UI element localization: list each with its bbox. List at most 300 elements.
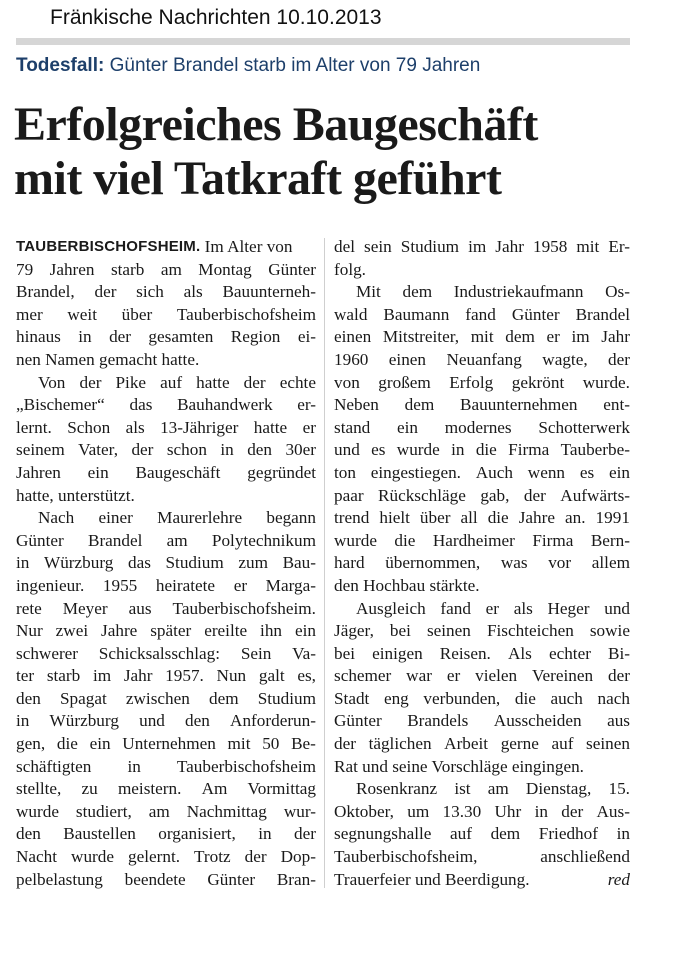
word: Mitstreiter, (382, 327, 460, 347)
word: wald (334, 304, 368, 324)
word: seinen (586, 734, 630, 754)
word: wurde (396, 440, 440, 460)
word: den (185, 711, 210, 731)
body-line (334, 485, 630, 508)
body-line (334, 439, 630, 462)
word: ist (454, 779, 471, 799)
word: 1955 (102, 575, 138, 595)
word: pelbelastung (16, 869, 103, 889)
word: einen (334, 327, 372, 347)
word: auf (551, 734, 574, 754)
word: in (616, 824, 630, 844)
word: schäftigten (16, 756, 92, 776)
word: seinem (16, 440, 65, 460)
word: eng (383, 688, 409, 708)
word: Würzburg (49, 711, 119, 731)
word: der (561, 801, 584, 821)
word: Firma (532, 530, 574, 550)
word: und (139, 711, 165, 731)
word: Tauberbischofsheim. (172, 598, 316, 618)
body-line (334, 598, 630, 621)
word: großem (378, 372, 431, 392)
body-line (334, 733, 630, 756)
word: del (334, 237, 355, 256)
word: Vereinen (532, 666, 594, 686)
word: Jahr (123, 666, 153, 686)
word: Maurerlehre (157, 508, 243, 528)
word: dem (404, 395, 435, 415)
word: Günter (334, 711, 382, 731)
word: Studium (165, 553, 224, 573)
word: später (150, 621, 192, 641)
word: Polytechnikum (211, 530, 316, 550)
word: meistern. (117, 779, 182, 799)
body-line (334, 281, 630, 304)
word: das (129, 395, 153, 415)
word: als (125, 417, 145, 437)
body-line (16, 372, 316, 395)
word: hatte (196, 372, 230, 392)
word: hatte (253, 417, 288, 437)
word: Ausscheiden (493, 711, 582, 731)
word: die (394, 530, 416, 550)
word: Trotz (194, 847, 231, 867)
word: ter (16, 666, 35, 686)
word: er (546, 327, 560, 347)
word: Vater, (78, 440, 118, 460)
word: Neben (334, 395, 379, 415)
word: bei (334, 643, 355, 663)
word: weit (67, 304, 97, 324)
body-line (334, 846, 630, 869)
word: Nach (38, 508, 75, 528)
word: die (514, 688, 536, 708)
body-line (334, 778, 630, 801)
word: ein (87, 462, 109, 482)
word: Dienstag, (525, 779, 592, 799)
headline-line-2: mit viel Tatkraft geführt (14, 152, 502, 205)
word: der (334, 734, 356, 754)
word: Schotterwerk (538, 417, 630, 437)
word: Industriekaufmann (453, 282, 584, 302)
word: Oktober, (334, 801, 394, 821)
word: „Bischemer“ (16, 395, 105, 415)
word: fand (440, 598, 471, 618)
word: sowie (589, 621, 630, 641)
word: 13.30 (442, 801, 482, 821)
word: Günter (207, 869, 256, 889)
word: er (485, 598, 500, 618)
word: Pike (115, 372, 147, 392)
word: Rückschläge (378, 485, 466, 505)
word: Jahr (601, 327, 630, 347)
word: der (131, 440, 154, 460)
word: aus (128, 598, 152, 618)
word: wurde (334, 530, 377, 550)
word: galt (258, 666, 285, 686)
word: ent- (603, 395, 630, 415)
word: in (16, 711, 30, 731)
body-line (334, 326, 630, 349)
body-line (334, 823, 630, 846)
word: gab, (480, 485, 510, 505)
word: ein (608, 462, 630, 482)
word: Jahren (49, 259, 95, 279)
word: es, (297, 666, 316, 686)
word: im (92, 666, 112, 686)
word: Va- (292, 643, 316, 663)
word: 30er (285, 440, 316, 460)
body-line (16, 417, 316, 440)
word: dem (505, 327, 535, 347)
body-line (16, 665, 316, 688)
word: Baugeschäft (135, 462, 221, 482)
word: Nacht (16, 847, 58, 867)
body-line (16, 823, 316, 846)
word: als (513, 598, 533, 618)
body-line-text: Im Alter von (200, 237, 293, 256)
headline-line-1: Erfolgreiches Baugeschäft (14, 98, 538, 151)
body-line (16, 507, 316, 530)
body-line (334, 643, 630, 666)
word: mit (576, 237, 600, 256)
word: heiratete (155, 575, 216, 595)
word: Fischteichen (486, 621, 574, 641)
word: gelernt. (128, 847, 181, 867)
word: und (334, 440, 360, 460)
word: wurde (71, 847, 114, 867)
word: 1957. (165, 666, 204, 686)
body-line-text: Trauerfeier und Beerdigung. (334, 869, 530, 889)
body-line (16, 552, 316, 575)
word: ei- (297, 327, 316, 347)
word: Baustellen (63, 824, 136, 844)
word: sich (136, 282, 164, 302)
article-headline (14, 98, 634, 206)
body-line (16, 598, 316, 621)
word: Bauunterneh- (222, 282, 316, 302)
body-line (16, 462, 316, 485)
word: 79 (16, 259, 34, 279)
word: lernt. (16, 417, 52, 437)
word: dem (402, 282, 433, 302)
word: echter (548, 643, 591, 663)
word: Firma (508, 440, 550, 460)
word: Hardheimer (432, 530, 515, 550)
word: über (121, 304, 153, 324)
word: Bau- (282, 553, 316, 573)
word: 13-Jähriger (160, 417, 239, 437)
body-line (334, 710, 630, 733)
body-line (16, 620, 316, 643)
word: war (406, 666, 432, 686)
word: Nur (16, 621, 43, 641)
word: Arbeit (444, 734, 489, 754)
word: Tauberbischofsheim (176, 756, 316, 776)
body-line (334, 304, 630, 327)
body-line (334, 394, 630, 417)
word: Auch (475, 462, 513, 482)
body-line (16, 846, 316, 869)
word: Baumann (383, 304, 450, 324)
body-line (16, 688, 316, 711)
word: segnungshalle (334, 824, 432, 844)
word: an. (564, 508, 586, 528)
word: Günter (511, 304, 560, 324)
word: auf (450, 824, 472, 844)
word: in (258, 824, 272, 844)
word: zwischen (125, 688, 190, 708)
word: Anforderun- (230, 711, 316, 731)
word: eingestiegen. (370, 462, 461, 482)
header-rule (16, 38, 630, 45)
word: im (571, 327, 590, 347)
body-line (334, 349, 630, 372)
word: zum (238, 553, 268, 573)
word: einen (388, 349, 427, 369)
word: wagte, (542, 349, 588, 369)
body-line (16, 710, 316, 733)
word: stand (334, 417, 371, 437)
word: Günter (268, 259, 316, 279)
kicker-label: Todesfall: (16, 55, 105, 76)
body-line (334, 552, 630, 575)
word: wurde. (582, 372, 630, 392)
word: was (500, 553, 528, 573)
word: den (16, 824, 41, 844)
word: gen, (16, 734, 46, 754)
word: Spagat (59, 688, 107, 708)
word: 1958 (532, 237, 568, 256)
word: ihn (260, 621, 283, 641)
word: Reisen. (439, 643, 491, 663)
word: beendete (124, 869, 186, 889)
body-line (16, 530, 316, 553)
word: nach (597, 688, 630, 708)
word: Günter (16, 530, 64, 550)
word: die (487, 508, 509, 528)
word: täglichen (368, 734, 432, 754)
word: auf (160, 372, 183, 392)
word: Brandels (407, 711, 469, 731)
word: Neuanfang (446, 349, 522, 369)
word: Würzburg (43, 553, 114, 573)
body-line (16, 281, 316, 304)
word: er- (297, 395, 316, 415)
word: rete (16, 598, 42, 618)
word: studiert, (75, 801, 132, 821)
body-line (334, 417, 630, 440)
author-signature: red (607, 869, 630, 889)
word: der (244, 847, 267, 867)
body-line (16, 304, 316, 327)
body-line (334, 688, 630, 711)
word: in (78, 327, 92, 347)
word: im (468, 237, 487, 256)
word: in (451, 440, 465, 460)
word: Bauhandwerk (177, 395, 273, 415)
word: am (166, 530, 188, 550)
word: all (460, 508, 478, 528)
body-line (16, 259, 316, 282)
word: die (475, 440, 497, 460)
word: dem (208, 688, 239, 708)
word: ingenieur. (16, 575, 85, 595)
word: starb (110, 259, 145, 279)
word: der (608, 666, 630, 686)
word: Be- (291, 734, 316, 754)
body-line (16, 236, 316, 259)
word: starb (46, 666, 81, 686)
word: begann (266, 508, 316, 528)
body-line (16, 801, 316, 824)
word: Tauberbischofsheim (176, 304, 316, 324)
word: hard (334, 553, 365, 573)
word: wur- (283, 801, 316, 821)
word: Stadt (334, 688, 370, 708)
word: hielt (379, 508, 410, 528)
word: den (16, 688, 41, 708)
body-line (334, 801, 630, 824)
word: Tauberbischofsheim, (334, 847, 478, 867)
body-line (16, 733, 316, 756)
word: verbunden, (423, 688, 501, 708)
article-kicker (16, 55, 630, 77)
word: Bauunternehmen (460, 395, 578, 415)
body-line: hatte, unterstützt. (16, 485, 135, 505)
word: 15. (608, 779, 630, 799)
word: der (523, 485, 546, 505)
word: und (604, 598, 630, 618)
word: seinen (426, 621, 471, 641)
word: schemer (334, 666, 392, 686)
word: gegründet (247, 462, 316, 482)
word: in (534, 801, 548, 821)
word: Nun (216, 666, 247, 686)
word: Friedhof (538, 824, 598, 844)
word: am (148, 801, 170, 821)
word: gesamten (148, 327, 214, 347)
word: Bran- (276, 869, 316, 889)
word: die (56, 734, 78, 754)
word: es (371, 440, 386, 460)
word: schon (166, 440, 207, 460)
body-line (334, 530, 630, 553)
word: in (16, 553, 30, 573)
word: der (243, 372, 266, 392)
word: Aufwärts- (560, 485, 630, 505)
word: schwerer (16, 643, 79, 663)
word: Unternehmen (122, 734, 216, 754)
word: wenn (527, 462, 566, 482)
body-line (16, 394, 316, 417)
article-column-left (16, 236, 316, 891)
word: vielen (475, 666, 518, 686)
word: Mit (356, 282, 381, 302)
word: am (487, 779, 509, 799)
word: Ausgleich (356, 598, 426, 618)
word: Studium (400, 237, 460, 256)
word: Vormittag (247, 779, 316, 799)
word: Jahre (101, 621, 138, 641)
word: in (220, 440, 234, 460)
word: Brandel (575, 304, 630, 324)
word: ein (89, 734, 111, 754)
word: echte (279, 372, 316, 392)
body-line: nen Namen gemacht hatte. (16, 349, 200, 369)
kicker-text: Günter Brandel starb im Alter von 79 Jahren (104, 55, 481, 76)
word: Brandel, (16, 282, 75, 302)
word: um (407, 801, 430, 821)
word: Schon (67, 417, 111, 437)
body-line (16, 869, 316, 892)
body-line (16, 643, 316, 666)
word: Nachmittag (186, 801, 267, 821)
word: Erfolg (449, 372, 494, 392)
word: aus (607, 711, 630, 731)
word: Uhr (494, 801, 522, 821)
word: den (247, 440, 273, 460)
word: er (446, 666, 461, 686)
word: anschließend (540, 847, 630, 867)
word: Als (507, 643, 532, 663)
word: Schicksalsschlag: (98, 643, 221, 663)
word: fand (465, 304, 496, 324)
body-line (16, 326, 316, 349)
word: ein (397, 417, 419, 437)
word: 1960 (334, 349, 369, 369)
word: als (183, 282, 203, 302)
word: Region (230, 327, 281, 347)
word: übernommen, (385, 553, 481, 573)
word: über (419, 508, 451, 528)
word: von (334, 372, 360, 392)
body-line (334, 462, 630, 485)
word: Er- (608, 237, 630, 256)
word: der (79, 372, 102, 392)
word: 1991 (595, 508, 630, 528)
word: ereilte (204, 621, 248, 641)
word: Rosenkranz (356, 779, 438, 799)
word: sein (364, 237, 392, 256)
word: der (109, 327, 132, 347)
word: wurde (16, 801, 59, 821)
word: Bi- (608, 643, 630, 663)
body-line (16, 439, 316, 462)
newspaper-source-date: Fränkische Nachrichten 10.10.2013 (50, 6, 382, 29)
word: paar (334, 485, 364, 505)
word: der (294, 824, 316, 844)
word: gekrönt (511, 372, 565, 392)
word: Montag (198, 259, 252, 279)
word: er (302, 417, 316, 437)
body-line (334, 236, 630, 259)
word: mit (470, 327, 494, 347)
word: das (127, 553, 151, 573)
word: vor (548, 553, 572, 573)
word: es (579, 462, 595, 482)
word: der (94, 282, 117, 302)
article-column-right (334, 236, 630, 891)
word: mer (16, 304, 43, 324)
word: Heger (547, 598, 590, 618)
word: Brandel (87, 530, 143, 550)
body-line: Rat und seine Vorschläge eingingen. (334, 756, 584, 776)
word: gerne (500, 734, 539, 754)
word: Dop- (280, 847, 316, 867)
body-line (16, 756, 316, 779)
word: am (160, 259, 182, 279)
